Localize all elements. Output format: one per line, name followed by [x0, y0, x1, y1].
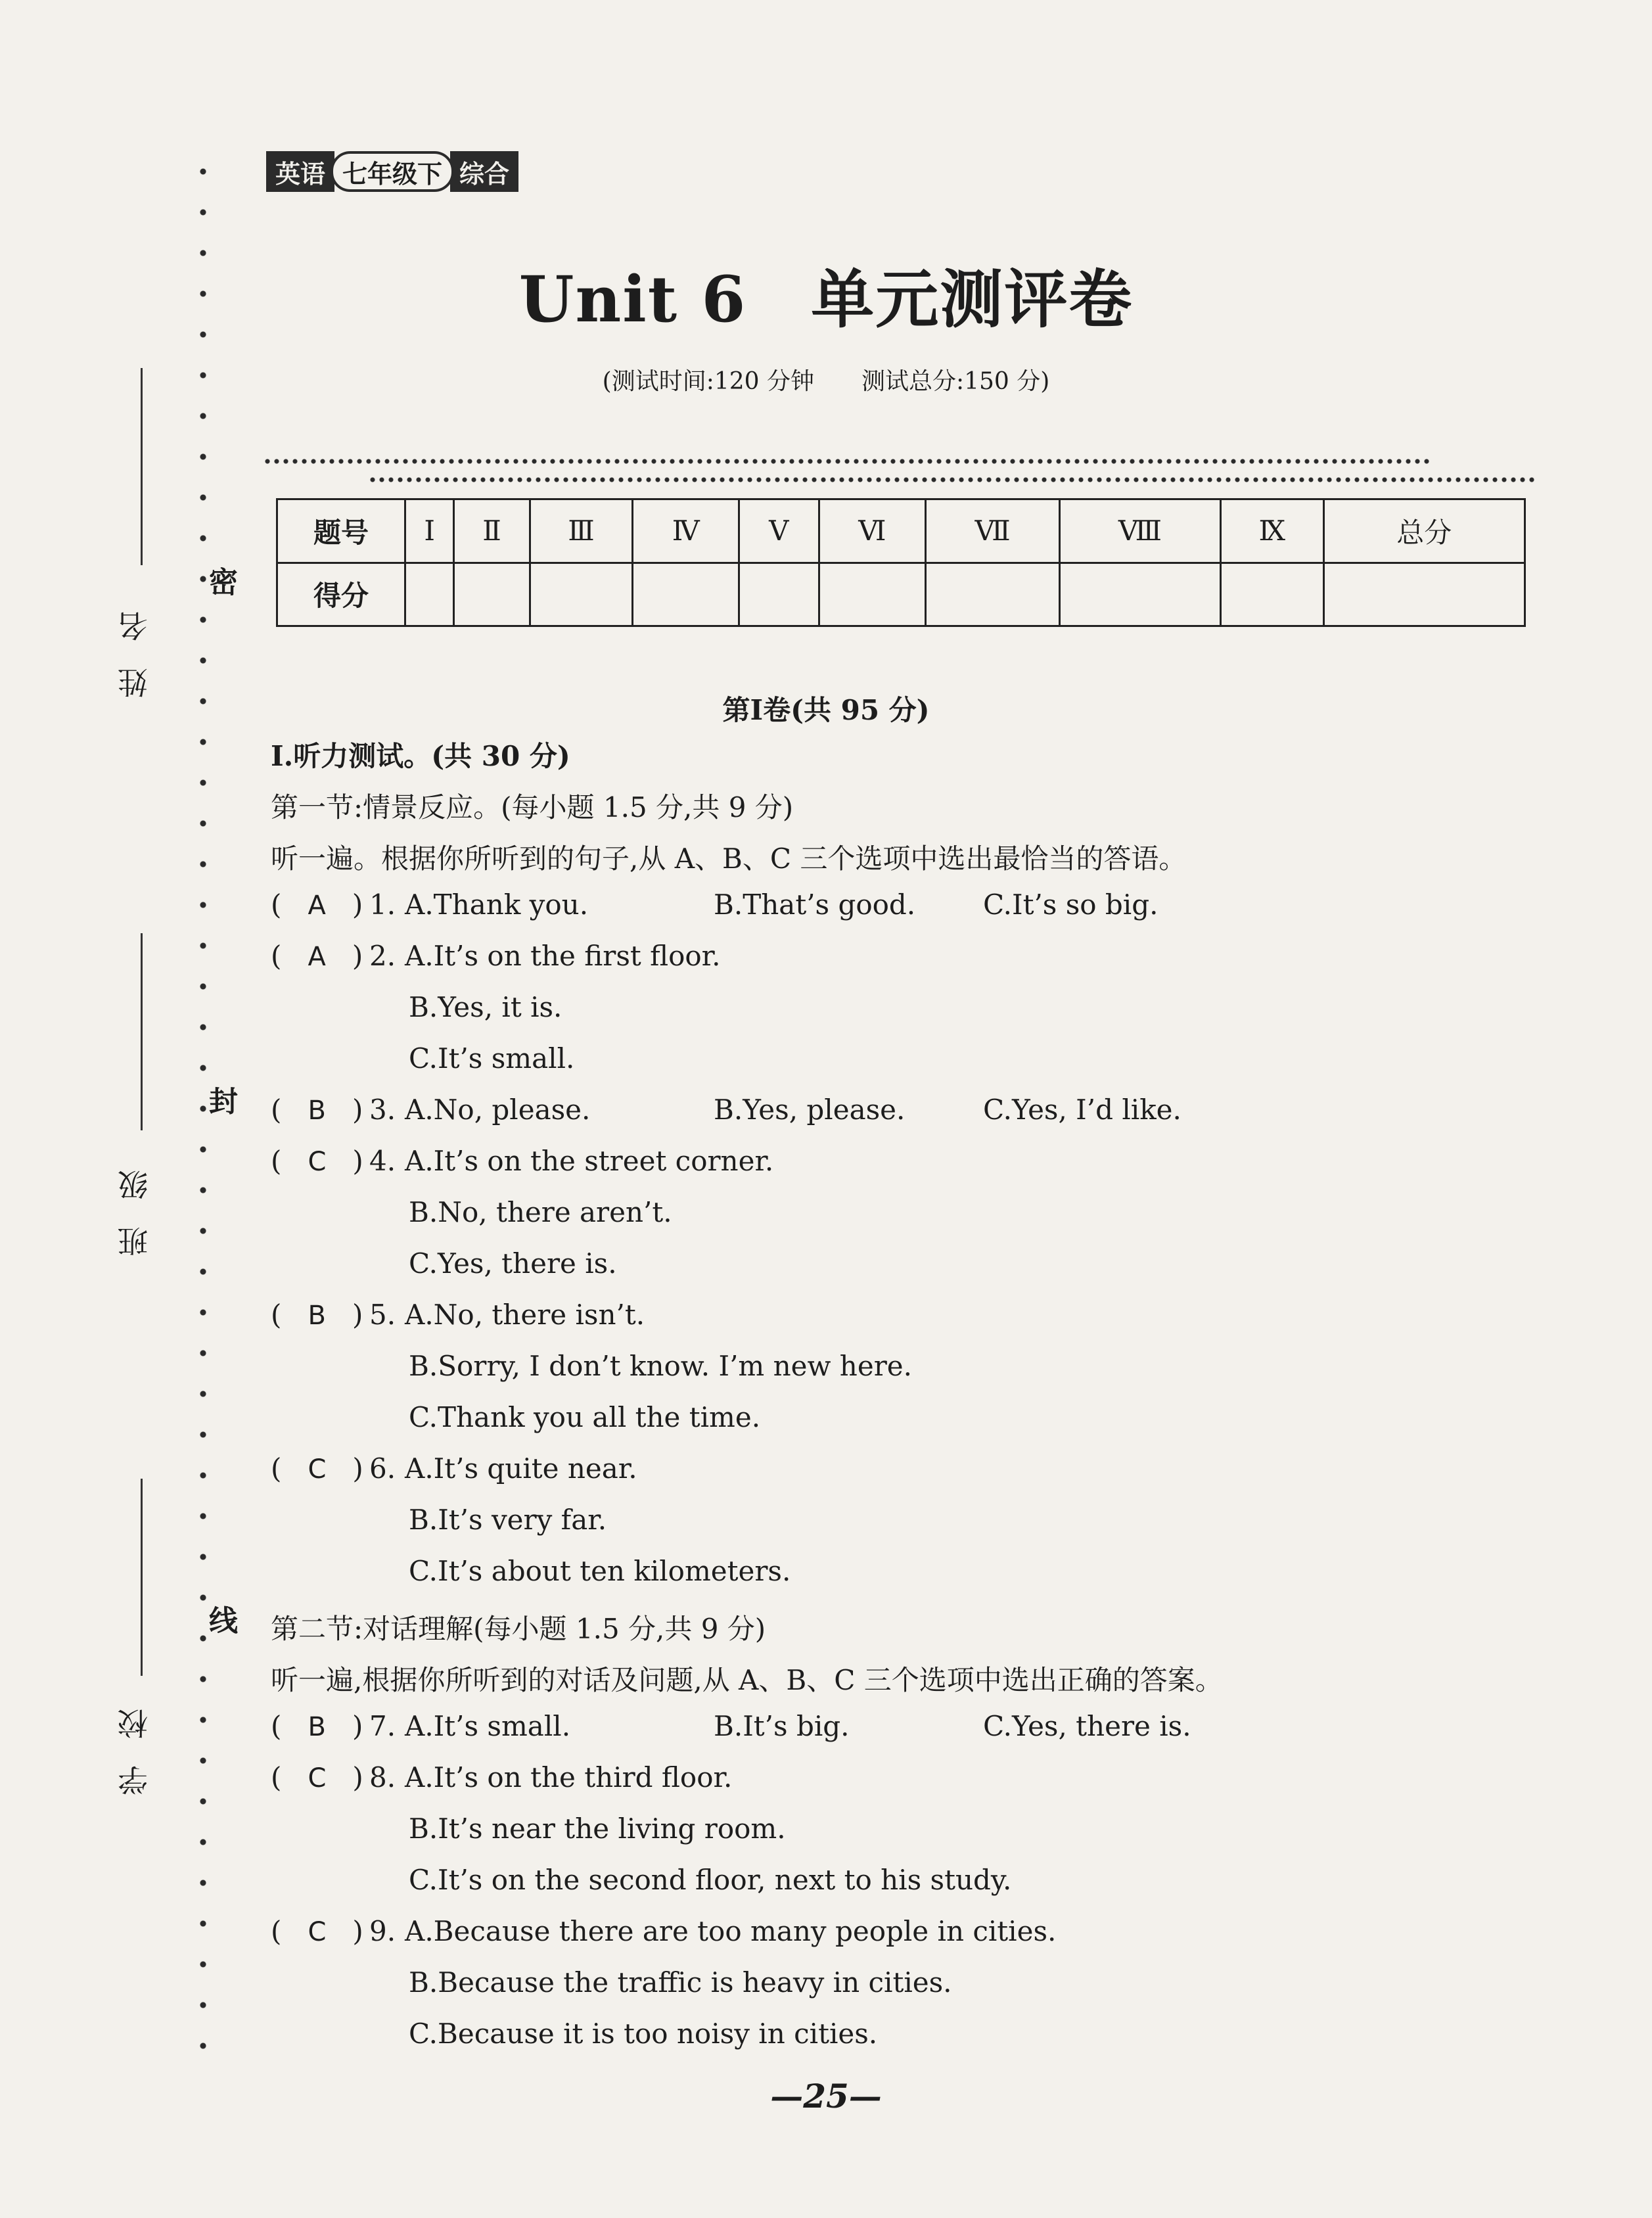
- option-a: A.It’s on the first floor.: [405, 940, 721, 972]
- score-col-1: Ⅰ: [405, 499, 454, 563]
- part1-heading: Ⅰ.听力测试。(共 30 分): [271, 740, 570, 772]
- option-c: C.Yes, there is.: [409, 1247, 617, 1280]
- option-c: C.Yes, I’d like.: [983, 1094, 1182, 1126]
- question-number: 1.: [369, 889, 396, 921]
- score-col-5: Ⅴ: [739, 499, 819, 563]
- option-a: A.Because there are too many people in cities.: [405, 1915, 1057, 1947]
- option-c: C.It’s small.: [409, 1042, 575, 1074]
- page-title: Unit 6 单元测评卷: [518, 262, 1134, 336]
- question-number: 7.: [369, 1710, 396, 1742]
- answer-bracket: ( A ): [271, 940, 363, 972]
- score-table: [276, 498, 1526, 627]
- option-b: B.No, there aren’t.: [409, 1196, 672, 1228]
- answer-bracket: ( C ): [271, 1915, 363, 1947]
- option-b: B.Sorry, I don’t know. I’m new here.: [409, 1350, 912, 1382]
- label-school: [105, 1682, 152, 1814]
- answer-bracket: ( A ): [271, 889, 363, 921]
- answer-letter: C: [308, 1454, 327, 1485]
- option-a: A.It’s on the third floor.: [405, 1761, 733, 1793]
- label-class: [105, 1144, 152, 1275]
- grade-label: 七年级下: [331, 151, 454, 192]
- score-table-score-row: [277, 563, 1525, 626]
- score-col-3: Ⅲ: [530, 499, 633, 563]
- school-blank-line: [141, 1479, 143, 1676]
- section1-instruction: 听一遍。根据你所听到的句子,从 A、B、C 三个选项中选出最恰当的答语。: [271, 843, 1187, 875]
- score-col-2: Ⅱ: [454, 499, 530, 563]
- score-col-4: Ⅳ: [633, 499, 739, 563]
- option-c: C.Thank you all the time.: [409, 1401, 761, 1433]
- answer-letter: B: [308, 1096, 326, 1126]
- answer-letter: A: [308, 890, 326, 921]
- score-table-header-row: [277, 499, 1525, 563]
- score-col-6: Ⅵ: [819, 499, 926, 563]
- binding-mark-feng: 封: [209, 1085, 238, 1119]
- option-a: A.No, there isn’t.: [405, 1299, 645, 1331]
- answer-letter: C: [308, 1147, 327, 1177]
- option-a: A.Thank you.: [405, 889, 589, 921]
- score-cell: [819, 563, 926, 626]
- subject-label: 英语: [266, 151, 334, 192]
- score-table-row1-label: 题号: [277, 499, 405, 563]
- answer-bracket: ( B ): [271, 1299, 363, 1331]
- section2-instruction: 听一遍,根据你所听到的对话及问题,从 A、B、C 三个选项中选出正确的答案。: [271, 1664, 1223, 1696]
- volume-title: 第Ⅰ卷(共 95 分): [722, 694, 930, 726]
- answer-bracket: ( B ): [271, 1094, 363, 1126]
- score-cell: [530, 563, 633, 626]
- label-school-text: 学校: [117, 1682, 152, 1795]
- section2-heading: 第二节:对话理解(每小题 1.5 分,共 9 分): [271, 1613, 766, 1645]
- option-a: A.It’s on the street corner.: [405, 1145, 774, 1177]
- score-cell: [1059, 563, 1220, 626]
- answer-bracket: ( B ): [271, 1710, 363, 1742]
- answer-bracket: ( C ): [271, 1145, 363, 1177]
- section1-heading: 第一节:情景反应。(每小题 1.5 分,共 9 分): [271, 791, 794, 823]
- score-col-7: Ⅶ: [926, 499, 1060, 563]
- score-col-8: Ⅷ: [1059, 499, 1220, 563]
- question-number: 3.: [369, 1094, 396, 1126]
- option-b: B.Yes, please.: [714, 1094, 906, 1126]
- score-cell: [454, 563, 530, 626]
- question-number: 8.: [369, 1761, 396, 1793]
- option-b: B.It’s very far.: [409, 1504, 607, 1536]
- option-b: B.It’s big.: [714, 1710, 850, 1742]
- option-a: A.It’s small.: [405, 1710, 571, 1742]
- answer-letter: C: [308, 1763, 327, 1793]
- option-a: A.No, please.: [405, 1094, 591, 1126]
- label-class-text: 班级: [117, 1144, 152, 1257]
- answer-bracket: ( C ): [271, 1761, 363, 1793]
- score-cell: [1220, 563, 1323, 626]
- divider-dots-bottom: [368, 477, 1538, 482]
- score-cell: [405, 563, 454, 626]
- score-cell: [926, 563, 1060, 626]
- option-b: B.Because the traffic is heavy in cities.: [409, 1966, 952, 1999]
- answer-bracket: ( C ): [271, 1452, 363, 1485]
- question-number: 5.: [369, 1299, 396, 1331]
- question-number: 4.: [369, 1145, 396, 1177]
- type-label: 综合: [450, 151, 518, 192]
- score-cell: [1323, 563, 1525, 626]
- answer-letter: A: [308, 942, 326, 972]
- score-table-row2-label: 得分: [277, 563, 405, 626]
- score-cell: [739, 563, 819, 626]
- binding-mark-xian: 线: [209, 1604, 238, 1638]
- question-number: 9.: [369, 1915, 396, 1947]
- name-blank-line: [141, 368, 143, 565]
- binding-mark-mi: 密: [209, 566, 238, 599]
- option-b: B.That’s good.: [714, 889, 916, 921]
- divider-dots-top: [263, 459, 1433, 464]
- answer-letter: B: [308, 1301, 326, 1331]
- label-name-text: 姓名: [117, 585, 152, 698]
- question-number: 2.: [369, 940, 396, 972]
- option-c: C.Yes, there is.: [983, 1710, 1191, 1742]
- option-c: C.It’s on the second floor, next to his study.: [409, 1864, 1012, 1896]
- answer-letter: C: [308, 1917, 327, 1947]
- class-blank-line: [141, 933, 143, 1130]
- page-number: —25—: [770, 2077, 882, 2115]
- subject-tag: [266, 151, 518, 192]
- option-a: A.It’s quite near.: [405, 1452, 637, 1485]
- option-b: B.Yes, it is.: [409, 991, 562, 1023]
- question-number: 6.: [369, 1452, 396, 1485]
- binding-dot-line: [198, 151, 208, 2050]
- answer-letter: B: [308, 1712, 326, 1742]
- option-c: C.It’s so big.: [983, 889, 1159, 921]
- score-col-total: 总分: [1323, 499, 1525, 563]
- option-c: C.It’s about ten kilometers.: [409, 1555, 791, 1587]
- page-subtitle: (测试时间:120 分钟 测试总分:150 分): [602, 368, 1050, 395]
- score-cell: [633, 563, 739, 626]
- option-c: C.Because it is too noisy in cities.: [409, 2018, 878, 2050]
- option-b: B.It’s near the living room.: [409, 1813, 786, 1845]
- score-col-9: Ⅸ: [1220, 499, 1323, 563]
